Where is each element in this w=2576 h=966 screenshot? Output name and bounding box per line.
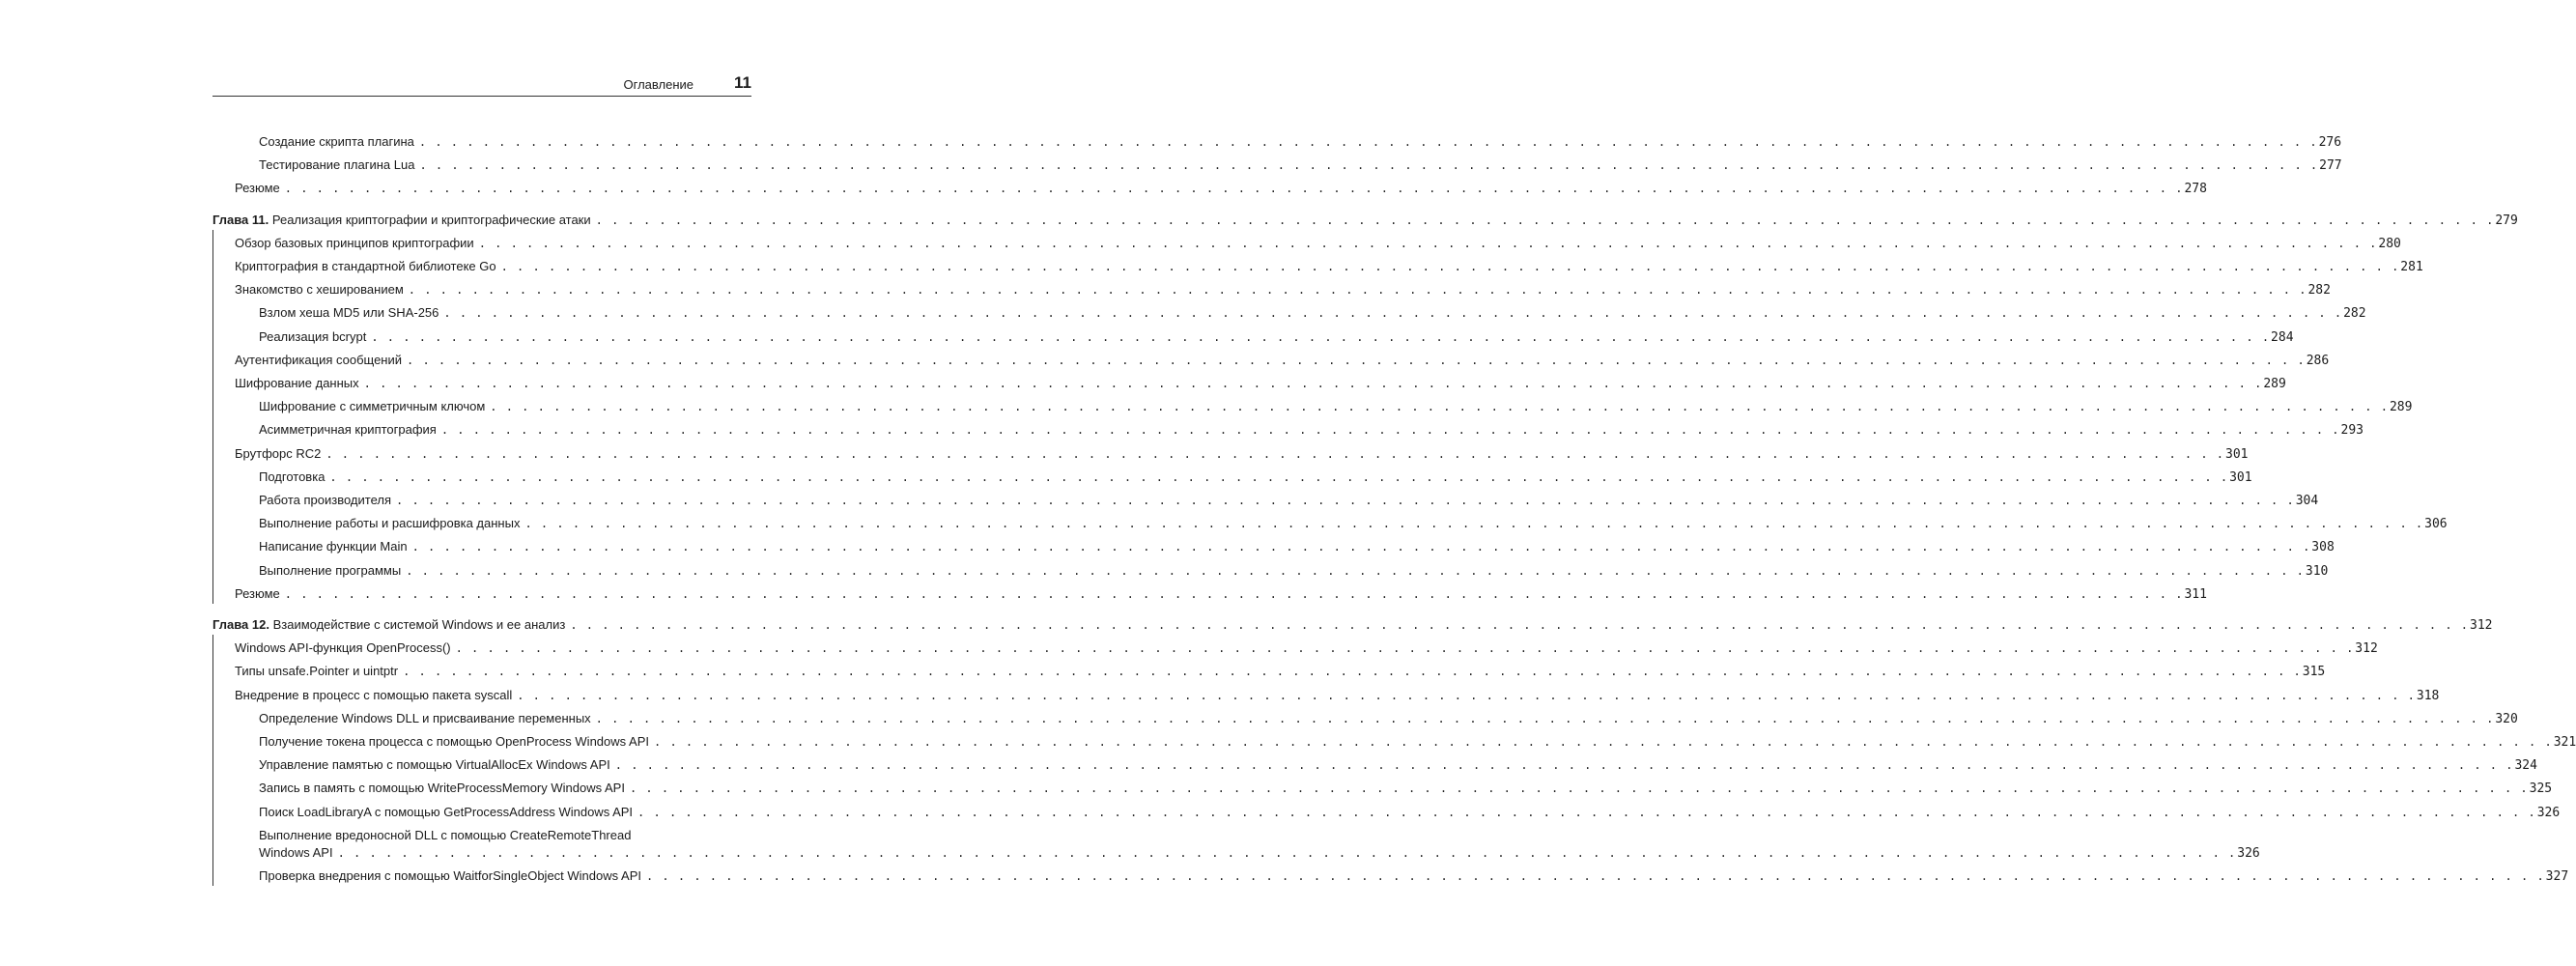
toc-entry[interactable]	[212, 257, 2423, 276]
toc-entry-title: Резюме	[235, 181, 280, 196]
toc-entry-title: Windows API-функция OpenProcess()	[235, 640, 451, 656]
toc-page-number: 312	[2470, 618, 2493, 633]
toc-page-number: 320	[2495, 711, 2518, 726]
running-header	[212, 73, 751, 97]
dot-leader: . . . . . . . . . . . . . . . . . . . . . . . . . . . . . . . . . . . . . . . . . . . . . . . . . . . . . . . . . . . . . . . . . . . . . . . . . . . . . . . . . . . . . . . . . . . . . . . . . . . . . . . . . . . . . . . . . . . . . . . .	[637, 805, 2536, 819]
dot-leader: . . . . . . . . . . . . . . . . . . . . . . . . . . . . . . . . . . . . . . . . . . . . . . . . . . . . . . . . . . . . . . . . . . . . . . . . . . . . . . . . . . . . . . . . . . . . . . . . . . . . . . . . . . . . . . . . . . . . . . . .	[411, 540, 2311, 554]
toc-entry[interactable]	[212, 779, 2553, 798]
toc-entry[interactable]	[212, 867, 2569, 886]
toc-entry[interactable]	[212, 468, 2252, 487]
toc-entry-title: Типы unsafe.Pointer и uintptr	[235, 664, 399, 679]
toc-entry[interactable]	[212, 686, 2440, 705]
toc-entry-title: Windows API	[259, 844, 333, 860]
toc-entry-title: Шифрование данных	[235, 376, 359, 390]
toc-entry[interactable]	[212, 561, 2329, 581]
toc-entry-title: Выполнение программы	[259, 562, 402, 578]
toc-entry-title: Брутфорс RC2	[235, 445, 322, 461]
toc-entry[interactable]	[212, 537, 2335, 556]
chapter-bracket-line	[212, 635, 213, 886]
toc-entry-title: Тестирование плагина Lua	[259, 157, 415, 173]
toc-page-number: 279	[2495, 213, 2518, 228]
toc-entry-title: Подготовка	[259, 469, 326, 484]
toc-entry-title: Внедрение в процесс с помощью пакета syscall	[235, 687, 513, 702]
toc-chapter-entry[interactable]	[212, 211, 2518, 230]
toc-page-number: 289	[2263, 377, 2286, 391]
toc-page-number: 324	[2514, 758, 2537, 774]
toc-entry[interactable]	[212, 843, 2260, 863]
dot-leader: . . . . . . . . . . . . . . . . . . . . . . . . . . . . . . . . . . . . . . . . . . . . . . . . . . . . . . . . . . . . . . . . . . . . . . . . . . . . . . . . . . . . . . . . . . . . . . . . . . . . . . . . . . . . . . . . . . . . . . . .	[407, 353, 2306, 367]
toc-entry-title: Написание функции Main	[259, 539, 408, 554]
toc-page-number: 318	[2416, 688, 2440, 703]
toc-entry-title: Обзор базовых принципов криптографии	[235, 235, 474, 250]
dot-leader: . . . . . . . . . . . . . . . . . . . . . . . . . . . . . . . . . . . . . . . . . . . . . . . . . . . . . . . . . . . . . . . . . . . . . . . . . . . . . . . . . . . . . . . . . . . . . . . . . . . . . . . . . . . . . . . . . . . . . . . .	[371, 329, 2271, 344]
toc-entry[interactable]	[212, 132, 2342, 152]
dot-leader: . . . . . . . . . . . . . . . . . . . . . . . . . . . . . . . . . . . . . . . . . . . . . . . . . . . . . . . . . . . . . . . . . . . . . . . . . . . . . . . . . . . . . . . . . . . . . . . . . . . . . . . . . . . . . . . . . . . . . . . .	[595, 711, 2495, 725]
dot-leader: . . . . . . . . . . . . . . . . . . . . . . . . . . . . . . . . . . . . . . . . . . . . . . . . . . . . . . . . . . . . . . . . . . . . . . . . . . . . . . . . . . . . . . . . . . . . . . . . . . . . . . . . . . . . . . . . . . . . . . . .	[418, 135, 2318, 149]
toc-page-number: 301	[2225, 446, 2249, 462]
toc-page-number: 308	[2311, 540, 2335, 555]
toc-entry[interactable]	[212, 374, 2286, 393]
toc-entry-title: Глава 12. Взаимодействие с системой Windows и ее анализ	[212, 617, 566, 632]
toc-entry-title: Криптография в стандартной библиотеке Go	[235, 259, 496, 273]
dot-leader: . . . . . . . . . . . . . . . . . . . . . . . . . . . . . . . . . . . . . . . . . . . . . . . . . . . . . . . . . . . . . . . . . . . . . . . . . . . . . . . . . . . . . . . . . . . . . . . . . . . . . . . . . . . . . . . . . . . . . . . .	[524, 517, 2424, 531]
toc-entry-title: Асимметричная криптография	[259, 422, 437, 438]
header-rule	[212, 96, 751, 97]
toc-entry[interactable]	[212, 491, 2319, 510]
toc-entry[interactable]	[212, 514, 2448, 533]
dot-leader: . . . . . . . . . . . . . . . . . . . . . . . . . . . . . . . . . . . . . . . . . . . . . . . . . . . . . . . . . . . . . . . . . . . . . . . . . . . . . . . . . . . . . . . . . . . . . . . . . . . . . . . . . . . . . . . . . . . . . . . .	[500, 260, 2400, 273]
dot-leader: . . . . . . . . . . . . . . . . . . . . . . . . . . . . . . . . . . . . . . . . . . . . . . . . . . . . . . . . . . . . . . . . . . . . . . . . . . . . . . . . . . . . . . . . . . . . . . . . . . . . . . . . . . . . . . . . . . . . . . . .	[329, 469, 2229, 484]
toc-entry[interactable]	[212, 803, 2561, 822]
dot-leader: . . . . . . . . . . . . . . . . . . . . . . . . . . . . . . . . . . . . . . . . . . . . . . . . . . . . . . . . . . . . . . . . . . . . . . . . . . . . . . . . . . . . . . . . . . . . . . . . . . . . . . . . . . . . . . . . . . . . . . . .	[595, 213, 2495, 227]
chapter-bracket-line	[212, 230, 213, 604]
dot-leader: . . . . . . . . . . . . . . . . . . . . . . . . . . . . . . . . . . . . . . . . . . . . . . . . . . . . . . . . . . . . . . . . . . . . . . . . . . . . . . . . . . . . . . . . . . . . . . . . . . . . . . . . . . . . . . . . . . . . . . . .	[363, 377, 2263, 390]
dot-leader: . . . . . . . . . . . . . . . . . . . . . . . . . . . . . . . . . . . . . . . . . . . . . . . . . . . . . . . . . . . . . . . . . . . . . . . . . . . . . . . . . . . . . . . . . . . . . . . . . . . . . . . . . . . . . . . . . . . . . . . .	[440, 423, 2340, 438]
toc-page-number: 312	[2355, 641, 2378, 657]
toc-entry-title: Глава 11. Реализация криптографии и криптографические атаки	[212, 212, 591, 227]
toc-page-number: 326	[2237, 845, 2260, 861]
toc-page-number: 293	[2340, 423, 2364, 439]
toc-entry[interactable]	[212, 280, 2331, 299]
toc-entry[interactable]	[212, 179, 2207, 198]
toc-entry[interactable]	[212, 327, 2294, 347]
toc-page-number: 310	[2305, 563, 2329, 579]
dot-leader: . . . . . . . . . . . . . . . . . . . . . . . . . . . . . . . . . . . . . . . . . . . . . . . . . . . . . . . . . . . . . . . . . . . . . . . . . . . . . . . . . . . . . . . . . . . . . . . . . . . . . . . . . . . . . . . . . . . . . . . .	[654, 735, 2553, 749]
toc-page-number: 276	[2318, 135, 2342, 150]
toc-page-number: 280	[2378, 236, 2401, 251]
toc-entry-title: Создание скрипта плагина	[259, 134, 414, 149]
dot-leader: . . . . . . . . . . . . . . . . . . . . . . . . . . . . . . . . . . . . . . . . . . . . . . . . . . . . . . . . . . . . . . . . . . . . . . . . . . . . . . . . . . . . . . . . . . . . . . . . . . . . . . . . . . . . . . . . . . . . . . . .	[408, 283, 2307, 298]
dot-leader: . . . . . . . . . . . . . . . . . . . . . . . . . . . . . . . . . . . . . . . . . . . . . . . . . . . . . . . . . . . . . . . . . . . . . . . . . . . . . . . . . . . . . . . . . . . . . . . . . . . . . . . . . . . . . . . . . . . . . . . .	[455, 641, 2355, 656]
chapter-label: Глава 11.	[212, 212, 269, 227]
toc-entry[interactable]	[212, 420, 2364, 440]
dot-leader: . . . . . . . . . . . . . . . . . . . . . . . . . . . . . . . . . . . . . . . . . . . . . . . . . . . . . . . . . . . . . . . . . . . . . . . . . . . . . . . . . . . . . . . . . . . . . . . . . . . . . . . . . . . . . . . . . . . . . . . .	[396, 494, 2295, 507]
toc-entry[interactable]	[212, 397, 2413, 416]
toc-page-number: 306	[2424, 517, 2448, 532]
toc-page-number: 311	[2184, 586, 2207, 602]
dot-leader: . . . . . . . . . . . . . . . . . . . . . . . . . . . . . . . . . . . . . . . . . . . . . . . . . . . . . . . . . . . . . . . . . . . . . . . . . . . . . . . . . . . . . . . . . . . . . . . . . . . . . . . . . . . . . . . . . . . . . . . .	[419, 158, 2319, 173]
toc-entry-title: Проверка внедрения с помощью WaitforSingleObject Windows API	[259, 868, 641, 883]
toc-entry-title: Выполнение работы и расшифровка данных	[259, 516, 521, 531]
toc-entry-title: Поиск LoadLibraryA с помощью GetProcessAddress Windows API	[259, 804, 634, 819]
dot-leader: . . . . . . . . . . . . . . . . . . . . . . . . . . . . . . . . . . . . . . . . . . . . . . . . . . . . . . . . . . . . . . . . . . . . . . . . . . . . . . . . . . . . . . . . . . . . . . . . . . . . . . . . . . . . . . . . . . . . . . . .	[284, 586, 2184, 601]
toc-page-number: 281	[2400, 260, 2423, 274]
dot-leader: . . . . . . . . . . . . . . . . . . . . . . . . . . . . . . . . . . . . . . . . . . . . . . . . . . . . . . . . . . . . . . . . . . . . . . . . . . . . . . . . . . . . . . . . . . . . . . . . . . . . . . . . . . . . . . . . . . . . . . . .	[645, 869, 2545, 883]
toc-page-number: 325	[2529, 781, 2553, 797]
toc-entry-title: Запись в память с помощью WriteProcessMemory Windows API	[259, 781, 625, 796]
toc-page-number: 282	[2343, 306, 2366, 322]
toc-page-number: 289	[2389, 400, 2413, 415]
toc-entry[interactable]	[212, 732, 2576, 752]
toc-entry[interactable]	[212, 584, 2207, 604]
toc-entry-title: Резюме	[235, 585, 280, 601]
chapter-label: Глава 12.	[212, 617, 269, 632]
toc-page-number: 304	[2295, 494, 2319, 508]
dot-leader: . . . . . . . . . . . . . . . . . . . . . . . . . . . . . . . . . . . . . . . . . . . . . . . . . . . . . . . . . . . . . . . . . . . . . . . . . . . . . . . . . . . . . . . . . . . . . . . . . . . . . . . . . . . . . . . . . . . . . . . .	[614, 758, 2514, 773]
toc-entry[interactable]	[212, 444, 2249, 464]
toc-entry-title: Получение токена процесса с помощью OpenProcess Windows API	[259, 734, 649, 749]
dot-leader: . . . . . . . . . . . . . . . . . . . . . . . . . . . . . . . . . . . . . . . . . . . . . . . . . . . . . . . . . . . . . . . . . . . . . . . . . . . . . . . . . . . . . . . . . . . . . . . . . . . . . . . . . . . . . . . . . . . . . . . .	[326, 446, 2225, 461]
dot-leader: . . . . . . . . . . . . . . . . . . . . . . . . . . . . . . . . . . . . . . . . . . . . . . . . . . . . . . . . . . . . . . . . . . . . . . . . . . . . . . . . . . . . . . . . . . . . . . . . . . . . . . . . . . . . . . . . . . . . . . . .	[490, 400, 2389, 414]
toc-entry-title: Управление памятью с помощью VirtualAllocEx Windows API	[259, 757, 610, 773]
toc-entry[interactable]	[212, 303, 2366, 323]
dot-leader: . . . . . . . . . . . . . . . . . . . . . . . . . . . . . . . . . . . . . . . . . . . . . . . . . . . . . . . . . . . . . . . . . . . . . . . . . . . . . . . . . . . . . . . . . . . . . . . . . . . . . . . . . . . . . . . . . . . . . . . .	[478, 236, 2378, 250]
dot-leader: . . . . . . . . . . . . . . . . . . . . . . . . . . . . . . . . . . . . . . . . . . . . . . . . . . . . . . . . . . . . . . . . . . . . . . . . . . . . . . . . . . . . . . . . . . . . . . . . . . . . . . . . . . . . . . . . . . . . . . . .	[337, 845, 2237, 860]
dot-leader: . . . . . . . . . . . . . . . . . . . . . . . . . . . . . . . . . . . . . . . . . . . . . . . . . . . . . . . . . . . . . . . . . . . . . . . . . . . . . . . . . . . . . . . . . . . . . . . . . . . . . . . . . . . . . . . . . . . . . . . .	[443, 306, 2343, 321]
dot-leader: . . . . . . . . . . . . . . . . . . . . . . . . . . . . . . . . . . . . . . . . . . . . . . . . . . . . . . . . . . . . . . . . . . . . . . . . . . . . . . . . . . . . . . . . . . . . . . . . . . . . . . . . . . . . . . . . . . . . . . . .	[403, 665, 2302, 679]
toc-page-number: 284	[2271, 329, 2294, 345]
toc-page-number: 282	[2307, 283, 2331, 298]
toc-entry[interactable]	[212, 156, 2342, 175]
toc-page-number: 286	[2306, 353, 2330, 368]
toc-page-number: 277	[2319, 158, 2342, 174]
toc-entry-title: Аутентификация сообщений	[235, 352, 403, 367]
toc-chapter-entry[interactable]	[212, 615, 2493, 635]
toc-entry[interactable]	[212, 755, 2537, 775]
toc-entry-title: Взлом хеша MD5 или SHA-256	[259, 305, 439, 321]
dot-leader: . . . . . . . . . . . . . . . . . . . . . . . . . . . . . . . . . . . . . . . . . . . . . . . . . . . . . . . . . . . . . . . . . . . . . . . . . . . . . . . . . . . . . . . . . . . . . . . . . . . . . . . . . . . . . . . . . . . . . . . .	[517, 688, 2416, 702]
toc-entry-title: Работа производителя	[259, 493, 392, 507]
toc-entry[interactable]	[212, 351, 2330, 370]
dot-leader: . . . . . . . . . . . . . . . . . . . . . . . . . . . . . . . . . . . . . . . . . . . . . . . . . . . . . . . . . . . . . . . . . . . . . . . . . . . . . . . . . . . . . . . . . . . . . . . . . . . . . . . . . . . . . . . . . . . . . . . .	[406, 563, 2305, 578]
toc-entry[interactable]	[212, 709, 2518, 728]
toc-page-number: 278	[2184, 182, 2207, 197]
toc-page-number: 315	[2302, 665, 2326, 680]
toc-entry-title: Шифрование с симметричным ключом	[259, 399, 486, 414]
toc-page-number: 327	[2545, 869, 2569, 884]
header-page-number: 11	[734, 73, 751, 92]
toc-entry[interactable]	[212, 234, 2401, 253]
toc-entry-title-line: Выполнение вредоносной DLL с помощью CreateRemoteThread	[259, 827, 632, 842]
toc-entry-title: Реализация bcrypt	[259, 328, 367, 344]
header-title: Оглавление	[623, 77, 694, 92]
dot-leader: . . . . . . . . . . . . . . . . . . . . . . . . . . . . . . . . . . . . . . . . . . . . . . . . . . . . . . . . . . . . . . . . . . . . . . . . . . . . . . . . . . . . . . . . . . . . . . . . . . . . . . . . . . . . . . . . . . . . . . . .	[284, 182, 2184, 196]
toc-entry-title: Знакомство с хешированием	[235, 282, 404, 298]
toc-page-number: 326	[2536, 805, 2561, 820]
toc-page-number: 301	[2229, 469, 2252, 485]
toc-entry-title: Определение Windows DLL и присваивание переменных	[259, 710, 591, 725]
dot-leader: . . . . . . . . . . . . . . . . . . . . . . . . . . . . . . . . . . . . . . . . . . . . . . . . . . . . . . . . . . . . . . . . . . . . . . . . . . . . . . . . . . . . . . . . . . . . . . . . . . . . . . . . . . . . . . . . . . . . . . . .	[570, 618, 2470, 632]
toc-entry[interactable]	[212, 639, 2378, 658]
dot-leader: . . . . . . . . . . . . . . . . . . . . . . . . . . . . . . . . . . . . . . . . . . . . . . . . . . . . . . . . . . . . . . . . . . . . . . . . . . . . . . . . . . . . . . . . . . . . . . . . . . . . . . . . . . . . . . . . . . . . . . . .	[629, 781, 2529, 796]
toc-entry[interactable]	[212, 662, 2326, 681]
toc-page-number: 321	[2553, 735, 2576, 750]
